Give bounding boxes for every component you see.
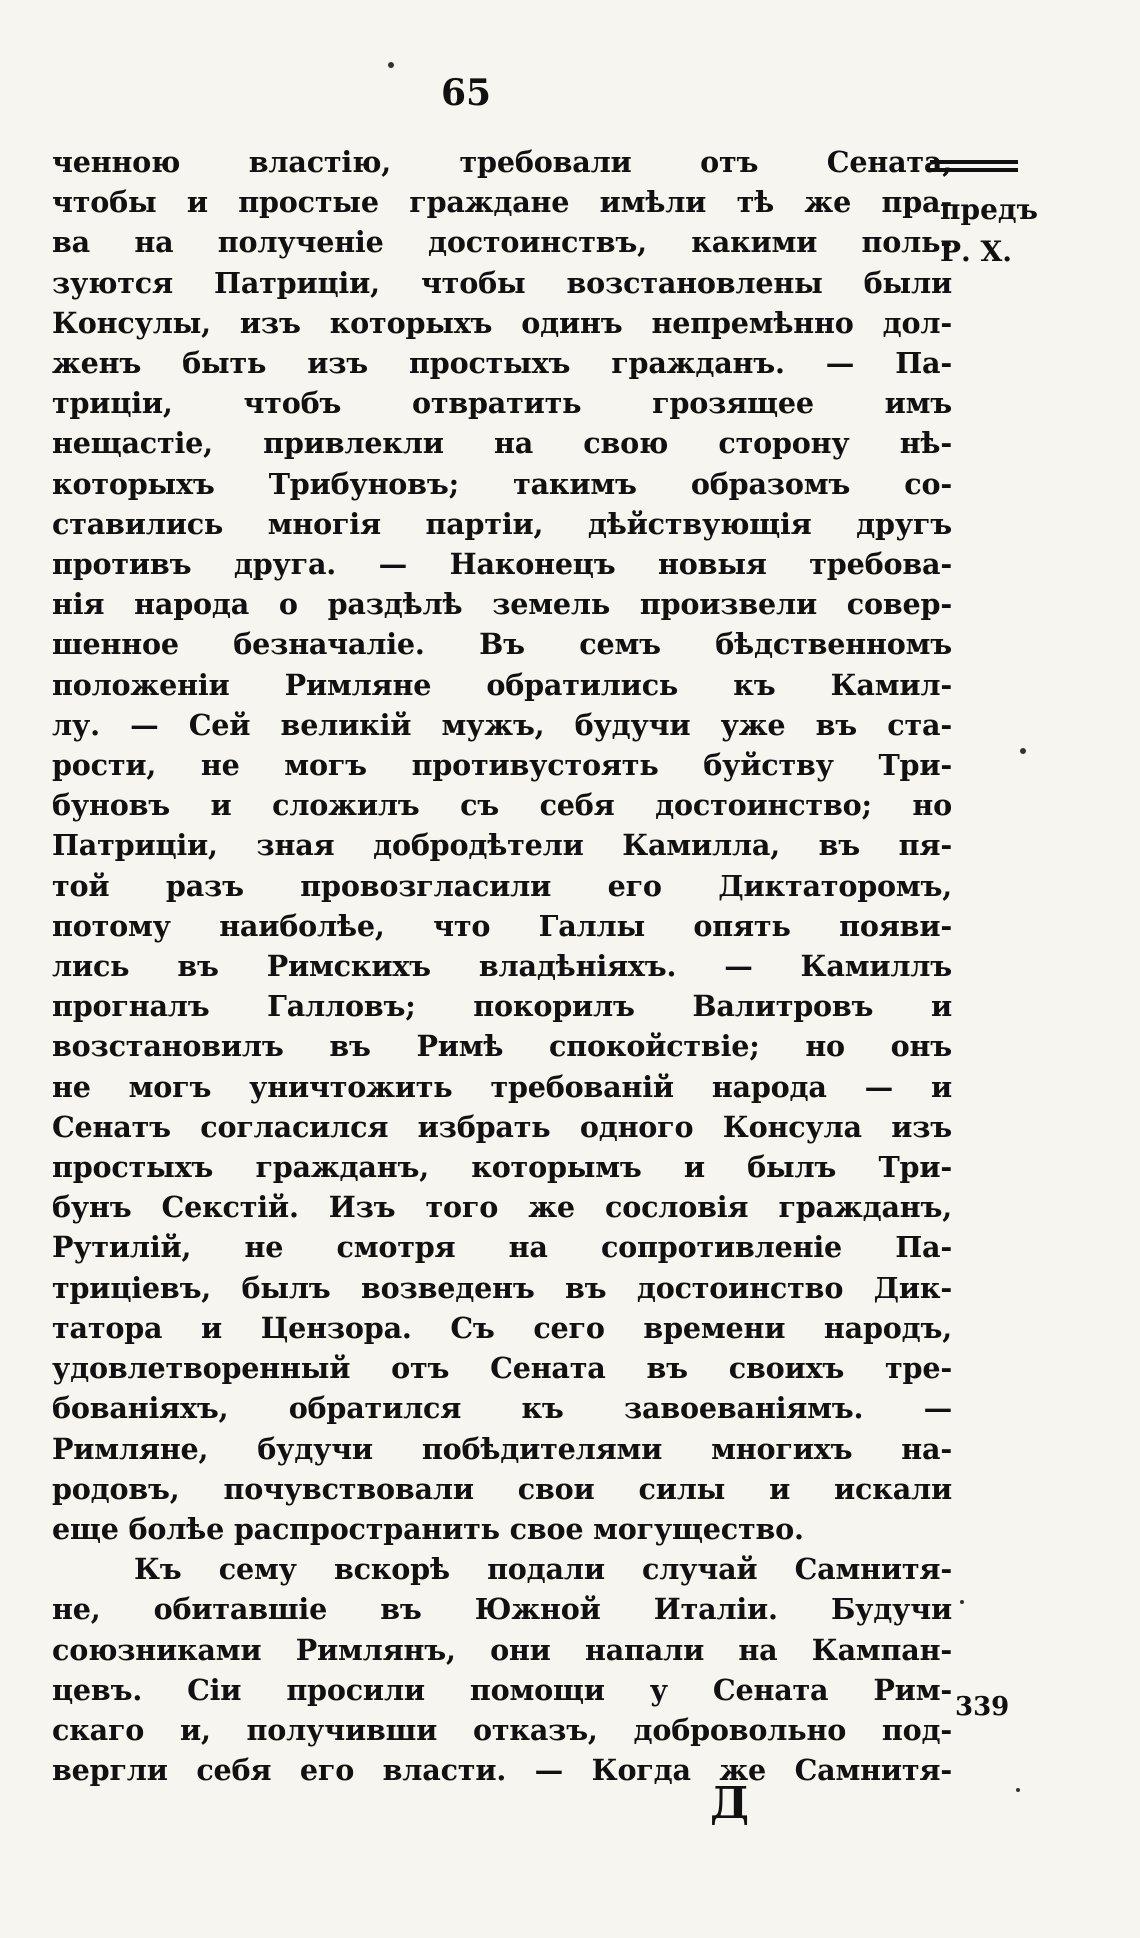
text-line: бованіяхъ, обратился къ завоеваніямъ. —: [52, 1391, 952, 1426]
text-line: нещастіе, привлекли на свою сторону нѣ-: [52, 426, 952, 461]
page-number: 65: [440, 72, 492, 114]
text-line: лу. — Сей великій мужъ, будучи уже въ ста-: [52, 707, 952, 742]
text-line: триціи, чтобъ отвратить грозящее имъ: [52, 386, 952, 421]
text-line: буновъ и сложилъ съ себя достоинство; но: [52, 788, 952, 823]
text-line: не могъ уничтожить требованій народа — и: [52, 1069, 952, 1104]
margin-number: 339: [955, 1692, 1010, 1722]
text-line: Сенатъ согласился избрать одного Консула изъ: [52, 1109, 952, 1144]
paper-speck: [960, 1600, 964, 1604]
paper-speck: [1020, 748, 1026, 754]
body-text: [52, 142, 952, 1790]
text-line: родовъ, почувствовали свои силы и искали: [52, 1471, 952, 1506]
paper-speck: [1016, 1788, 1020, 1792]
text-line: татора и Цензора. Съ сего времени народъ,: [52, 1310, 952, 1345]
text-line: шенное безначаліе. Въ семъ бѣдственномъ: [52, 627, 952, 662]
text-line: не, обитавшіе въ Южной Италіи. Будучи: [52, 1592, 952, 1627]
paper-speck: [388, 62, 394, 68]
text-line: возстановилъ въ Римѣ спокойствіе; но онъ: [52, 1029, 952, 1064]
catchword: Д: [710, 1778, 750, 1829]
text-line: нія народа о раздѣлѣ земель произвели совер-: [52, 587, 952, 622]
text-line: простыхъ гражданъ, которымъ и былъ Три-: [52, 1150, 952, 1185]
margin-note-before: предъ: [940, 193, 1039, 226]
text-line: потому наиболѣе, что Галлы опять появи-: [52, 908, 952, 943]
text-line: ченною властію, требовали отъ Сената,: [52, 145, 952, 179]
text-line: Римляне, будучи побѣдителями многихъ на-: [52, 1431, 952, 1466]
text-line: бунъ Секстій. Изъ того же сословія гражданъ,: [52, 1190, 952, 1225]
text-line: ва на полученіе достоинствъ, какими поль-: [52, 225, 952, 260]
text-line: той разъ провозгласили его Диктаторомъ,: [52, 868, 952, 903]
text-line: которыхъ Трибуновъ; такимъ образомъ со-: [52, 466, 952, 501]
text-line: Консулы, изъ которыхъ одинъ непремѣнно дол-: [52, 305, 952, 340]
text-line: рости, не могъ противустоять буйству Три-: [52, 748, 952, 783]
text-line: прогналъ Галловъ; покорилъ Валитровъ и: [52, 989, 952, 1024]
text-line: женъ быть изъ простыхъ гражданъ. — Па-: [52, 346, 952, 381]
text-line: ставились многія партіи, дѣйствующія другъ: [52, 506, 952, 541]
text-line: триціевъ, былъ возведенъ въ достоинство Дик-: [52, 1270, 952, 1305]
margin-note-era: Р. Х.: [940, 235, 1013, 268]
text-line: лись въ Римскихъ владѣніяхъ. — Камиллъ: [52, 949, 952, 984]
text-line: еще болѣе распространить свое могущество.: [52, 1511, 804, 1546]
text-line: положеніи Римляне обратились къ Камил-: [52, 667, 952, 702]
text-line: зуются Патриціи, чтобы возстановлены были: [52, 265, 952, 300]
text-line: скаго и, получивши отказъ, добровольно под-: [52, 1712, 952, 1747]
text-line: союзниками Римлянъ, они напали на Кампан-: [52, 1632, 952, 1667]
text-line: чтобы и простые граждане имѣли тѣ же пра-: [52, 185, 952, 220]
text-line: вергли себя его власти. — Когда же Самнитя-: [52, 1753, 952, 1788]
text-line: Къ сему вскорѣ подали случай Самнитя-: [134, 1552, 952, 1587]
text-line: Рутилій, не смотря на сопротивленіе Па-: [52, 1230, 952, 1265]
text-line: цевъ. Сіи просили помощи у Сената Рим-: [52, 1672, 952, 1707]
text-line: удовлетворенный отъ Сената въ своихъ тре-: [52, 1351, 952, 1386]
text-line: Патриціи, зная добродѣтели Камилла, въ пя-: [52, 828, 952, 863]
text-line: противъ друга. — Наконецъ новыя требова-: [52, 547, 952, 582]
